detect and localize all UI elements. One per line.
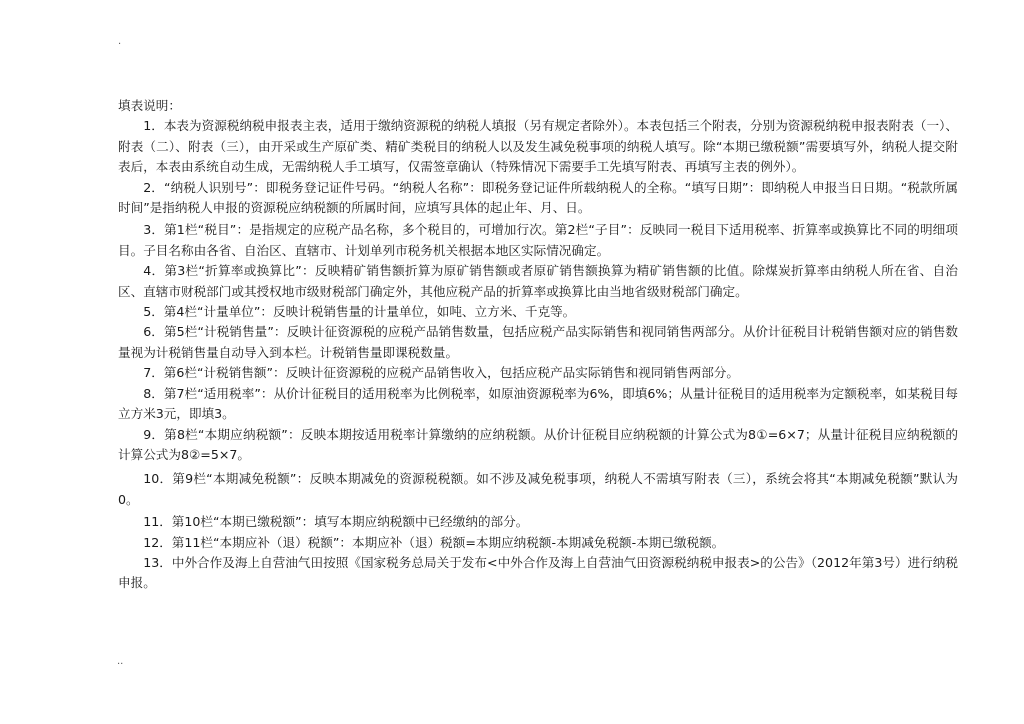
instructions-heading: 填表说明： — [118, 98, 181, 113]
instruction-item-12: 12．第11栏“本期应补（退）税额”：本期应补（退）税额=本期应纳税额-本期减免税额-本期已缴税额。 — [143, 534, 725, 550]
instruction-item-2: 2．“纳税人识别号”：即税务登记证件号码。“纳税人名称”：即税务登记证件所载纳税人的全称。“填写日期”：即纳税人申报当日日期。“税款所属时间”是指纳税人申报的资源税应纳税额的所属时间，应填写具体的起止年、月、日。 — [118, 179, 958, 216]
instruction-item-11: 11．第10栏“本期已缴税额”：填写本期应纳税额中已经缴纳的部分。 — [143, 514, 529, 530]
instruction-item-7: 7．第6栏“计税销售额”：反映计征资源税的应税产品销售收入，包括应税产品实际销售和视同销售两部分。 — [143, 365, 739, 381]
instruction-item-8: 8．第7栏“适用税率”：从价计征税目的适用税率为比例税率，如原油资源税率为6%，即填6%；从量计征税目的适用税率为定额税率，如某税目每立方米3元，即填3。 — [118, 385, 958, 422]
instruction-item-5: 5．第4栏“计量单位”：反映计税销售量的计量单位，如吨、立方米、千克等。 — [143, 304, 576, 320]
corner-mark-top: · — [118, 39, 122, 50]
instruction-item-6: 6．第5栏“计税销售量”：反映计征资源税的应税产品销售数量，包括应税产品实际销售和视同销售两部分。从价计征税目计税销售额对应的销售数量视为计税销售量自动导入到本栏。计税销售量即课税数量。 — [118, 324, 958, 360]
instruction-item-3: 3．第1栏“税目”：是指规定的应税产品名称，多个税目的，可增加行次。第2栏“子目”：反映同一税目下适用税率、折算率或换算比不同的明细项目。子目名称由各省、自治区、直辖市、计划单列市税务机关根据本地区实际情况确定。 — [118, 222, 958, 258]
instruction-item-4: 4．第3栏“折算率或换算比”：反映精矿销售额折算为原矿销售额或者原矿销售额换算为精矿销售额的比值。除煤炭折算率由纳税人所在省、自治区、直辖市财税部门或其授权地市级财税部门确定外，其他应税产品的折算率或换算比由当地省级财税部门确定。 — [118, 263, 958, 299]
instruction-item-9: 9．第8栏“本期应纳税额”：反映本期按适用税率计算缴纳的应纳税额。从价计征税目应纳税额的计算公式为8①=6×7；从量计征税目应纳税额的计算公式为8②=5×7。 — [118, 426, 958, 462]
instruction-item-1: 1．本表为资源税纳税申报表主表，适用于缴纳资源税的纳税人填报（另有规定者除外）。本表包括三个附表，分别为资源税纳税申报表附表（一）、附表（二）、附表（三），由开采或生产原矿类、精矿类税目的纳税人以及发生减免税事项的纳税人填写。除“本期已缴税额”需要填写外，纳税人提交附表后，本表由系统自动生成，无需纳税人手工填写，仅需签章确认（特殊情况下需要手工先填写附表、再填写主表的例外）。 — [118, 118, 958, 175]
corner-mark-bottom: ·· — [117, 659, 124, 670]
instruction-item-10: 10．第9栏“本期减免税额”：反映本期减免的资源税税额。如不涉及减免税事项，纳税人不需填写附表（三），系统会将其“本期减免税额”默认为0。 — [118, 471, 958, 507]
instruction-item-13: 13．中外合作及海上自营油气田按照《国家税务总局关于发布<中外合作及海上自营油气田资源税纳税申报表>的公告》（2012年第3号）进行纳税申报。 — [118, 554, 958, 591]
instructions-document — [118, 96, 958, 594]
